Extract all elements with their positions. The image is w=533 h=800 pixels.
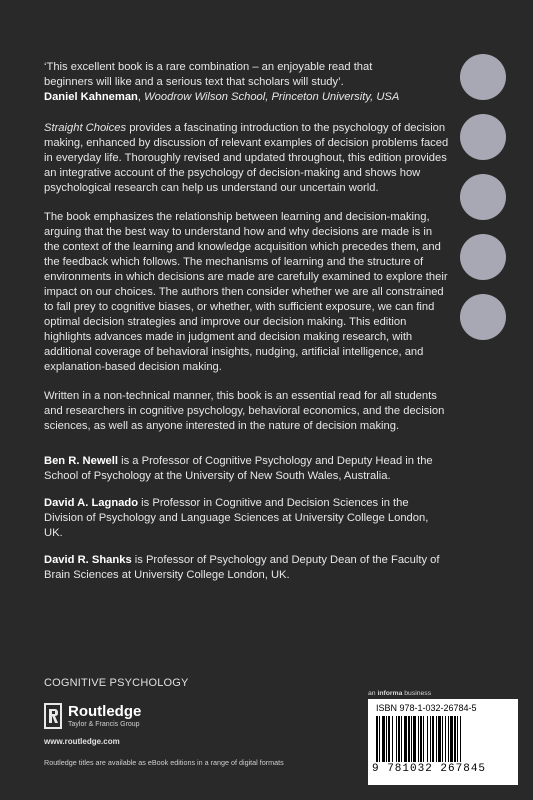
barcode-bar — [450, 716, 453, 762]
barcode-digits: 9 781032 267845 — [372, 763, 487, 775]
quote-author: Daniel Kahneman, Woodrow Wilson School, Princeton University, USA — [44, 91, 400, 103]
barcode-bar — [448, 716, 449, 762]
barcode-bars — [374, 716, 512, 764]
description-paragraph-3: Written in a non-technical manner, this book is an essential read for all students and researchers in cognitive psychology, behavioral economics, and the decision sciences, as well as anyone interested in the nature of decision making. — [44, 390, 445, 432]
barcode-bar — [413, 716, 416, 762]
author-bio-3 — [44, 553, 449, 583]
text-column — [44, 60, 449, 595]
barcode-bar — [418, 716, 419, 762]
decorative-circle-5 — [460, 294, 506, 340]
informa-business — [368, 690, 431, 697]
endorsement-quote — [44, 60, 449, 105]
author-bio-2 — [44, 496, 449, 541]
decorative-circles — [460, 54, 508, 354]
decorative-circle-4 — [460, 234, 506, 280]
barcode-bar — [382, 716, 385, 762]
publisher-brand: Routledge — [68, 702, 142, 720]
author-name-1: Ben R. Newell — [44, 455, 118, 467]
barcode-bar — [404, 716, 407, 762]
author-name-2: David A. Lagnado — [44, 497, 139, 509]
quote-line-1: ‘This excellent book is a rare combination – an enjoyable read that — [44, 61, 373, 73]
barcode-bar — [420, 716, 422, 762]
barcode-bar — [376, 716, 378, 762]
author-bio-text-3: is Professor of Psychology and Deputy Dean of the Faculty of Brain Sciences at University College London, UK. — [44, 554, 440, 581]
barcode-bar — [427, 716, 428, 762]
publisher-logo — [44, 703, 141, 729]
publisher-logo-text — [68, 704, 141, 729]
barcode-bar — [386, 716, 387, 762]
barcode-bar — [438, 716, 441, 762]
author-bio-text-2: is Professor in Cognitive and Decision Sciences in the Division of Psychology and Language Sciences at University College London, UK. — [44, 497, 429, 539]
barcode-bar — [445, 716, 446, 762]
barcode-bar — [460, 716, 461, 762]
quote-author-name: Daniel Kahneman — [44, 91, 138, 103]
informa-suffix: business — [402, 690, 432, 697]
description-paragraph-2: The book emphasizes the relationship between learning and decision-making, arguing that the best way to understand how and why decisions are made is in the context of the learning and knowledge acquisition which precedes them, and the feedback which follows. The mechanisms of learning and the structure of environments in which decisions are made are carefully examined to explore their impact on our choices. The authors then consider whether we are all constrained to fall prey to cognitive biases, or whether, with sufficient exposure, we can find optimal decision strategies and improve our decision making. This edition highlights advances made in judgment and decision making research, with additional coverage of behavioral insights, nudging, artificial intelligence, and explanation-based decision making. — [44, 211, 448, 373]
barcode-bar — [398, 716, 400, 762]
barcode-bar — [396, 716, 397, 762]
isbn-label: ISBN 978-1-032-26784-5 — [376, 703, 477, 713]
quote-line-2: beginners will like and a serious text that scholars will study’. — [44, 76, 344, 88]
barcode-bar — [457, 716, 458, 762]
decorative-circle-3 — [460, 174, 506, 220]
decorative-circle-2 — [460, 114, 506, 160]
decorative-circle-1 — [460, 54, 506, 100]
barcode-bar — [423, 716, 424, 762]
subject-category: COGNITIVE PSYCHOLOGY — [44, 677, 189, 689]
barcode-bar — [411, 716, 412, 762]
barcode-bar — [442, 716, 443, 762]
author-bio-text-1: is a Professor of Cognitive Psychology and Deputy Head in the School of Psychology at the University of New South Wales, Australia. — [44, 455, 433, 482]
barcode-bar — [454, 716, 456, 762]
book-title: Straight Choices — [44, 122, 127, 134]
ebook-note: Routledge titles are available as eBook editions in a range of digital formats — [44, 758, 284, 767]
barcode-bar — [436, 716, 437, 762]
barcode-bar — [388, 716, 390, 762]
author-bio-1 — [44, 454, 449, 484]
publisher-website: www.routledge.com — [44, 737, 120, 746]
barcode-bar — [392, 716, 393, 762]
description-paragraph-1 — [44, 121, 449, 196]
barcode-bar — [432, 716, 434, 762]
informa-prefix: an — [368, 690, 378, 697]
informa-bold: informa — [377, 690, 403, 697]
barcode-box — [368, 699, 518, 785]
publisher-group: Taylor & Francis Group — [68, 720, 140, 728]
author-name-3: David R. Shanks — [44, 554, 132, 566]
barcode-bar — [408, 716, 410, 762]
quote-author-affiliation: Woodrow Wilson School, Princeton University, USA — [144, 91, 400, 103]
barcode-bar — [430, 716, 431, 762]
barcode-bar — [379, 716, 380, 762]
routledge-logo-icon — [44, 703, 62, 729]
barcode-bar — [401, 716, 402, 762]
description-paragraph-1-text: provides a fascinating introduction to the psychology of decision making, enhanced by discussion of relevant examples of decision problems faced in everyday life. Thoroughly revised and updated throughout, this edition provides an integrative account of the psychology of decision-making and shows how psychological research can help us understand our uncertain world. — [44, 122, 449, 194]
